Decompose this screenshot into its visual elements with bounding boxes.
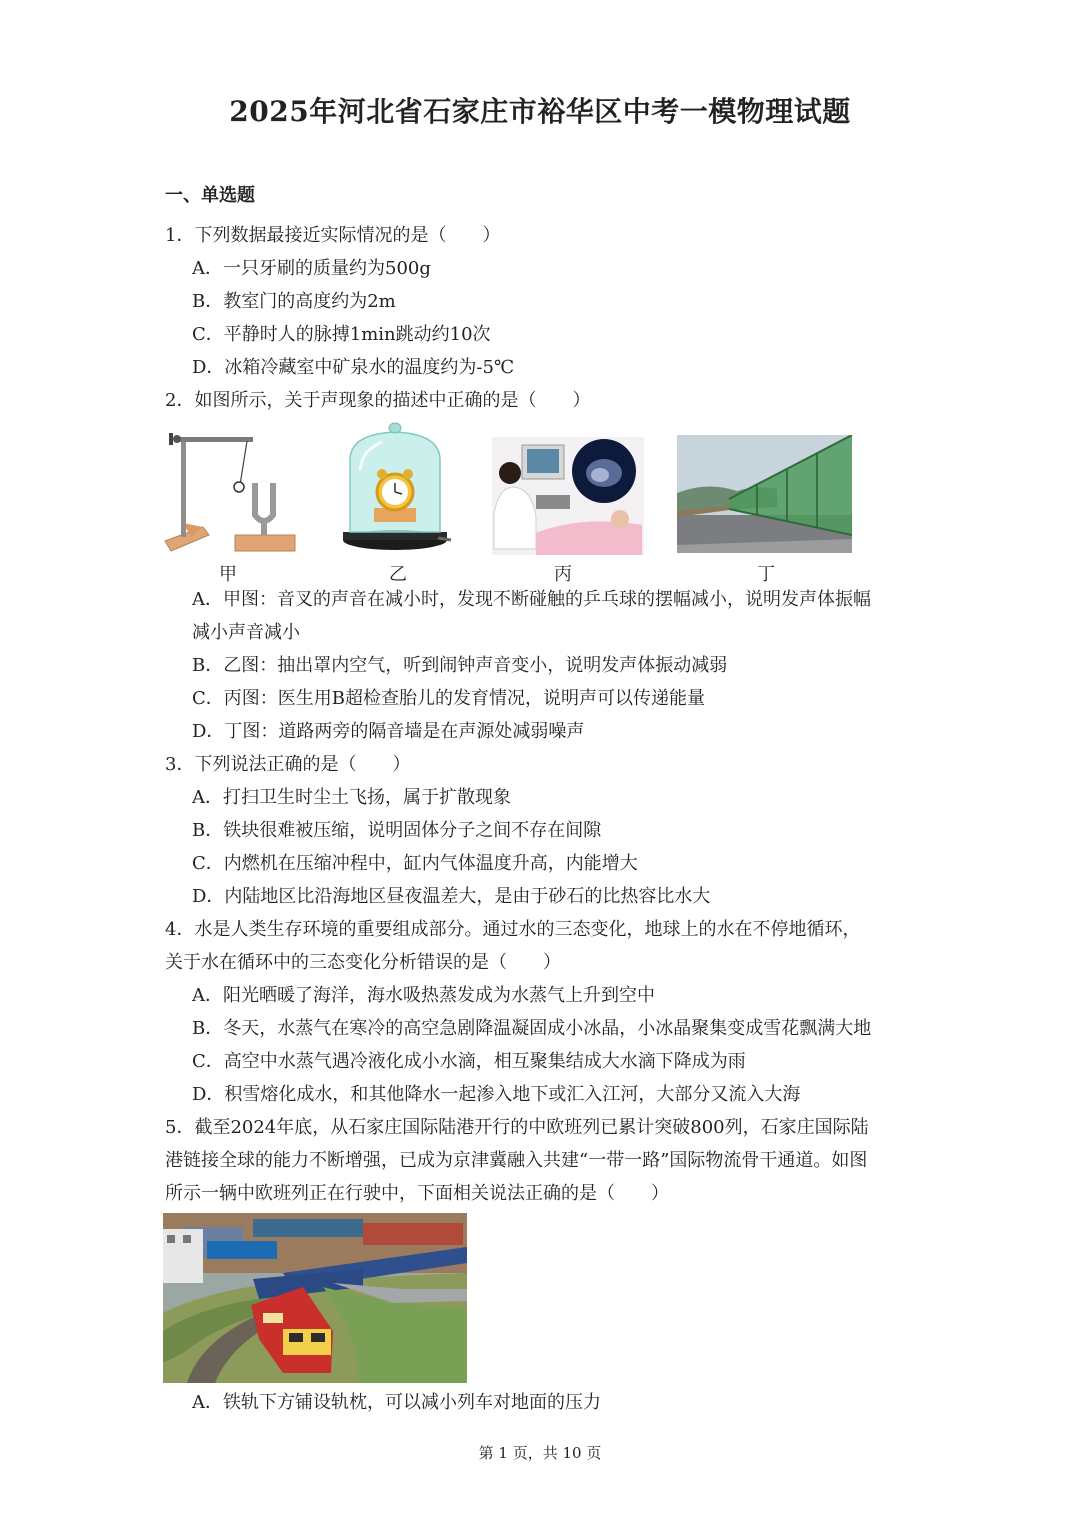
figure-freight-train (163, 1213, 467, 1383)
question-5-option-a: A．铁轨下方铺设轨枕，可以减小列车对地面的压力 (192, 1392, 601, 1413)
question-2-option-c: C．丙图：医生用B超检查胎儿的发育情况，说明声可以传递能量 (192, 688, 705, 709)
figure-caption-ding: 丁 (757, 564, 775, 585)
question-1-option-a: A．一只牙刷的质量约为500g (192, 258, 431, 279)
page-title: 2025年河北省石家庄市裕华区中考一模物理试题 (229, 95, 851, 128)
question-2-stem: 2．如图所示，关于声现象的描述中正确的是（ ） (165, 390, 591, 411)
figure-tuning-fork (163, 423, 298, 555)
question-4-stem: 4．水是人类生存环境的重要组成部分。通过水的三态变化，地球上的水在不停地循环， (165, 919, 861, 940)
page-footer: 第 1 页，共 10 页 (478, 1444, 602, 1462)
question-5-stem-cont-1: 港链接全球的能力不断增强，已成为京津冀融入共建“一带一路”国际物流骨干通道。如图 (165, 1150, 868, 1171)
question-4-stem-cont: 关于水在循环中的三态变化分析错误的是（ ） (165, 952, 561, 973)
question-5-stem: 5．截至2024年底，从石家庄国际陆港开行的中欧班列已累计突破800列，石家庄国际陆 (165, 1117, 869, 1138)
question-2-option-b: B．乙图：抽出罩内空气，听到闹钟声音变小，说明发声体振动减弱 (192, 655, 728, 676)
question-4-option-c: C．高空中水蒸气遇冷液化成小水滴，相互聚集结成大水滴下降成为雨 (192, 1051, 746, 1072)
figure-ultrasound-exam (492, 437, 644, 555)
figure-bell-jar-clock (338, 420, 453, 556)
section-heading: 一、单选题 (165, 185, 255, 206)
question-4-option-a: A．阳光晒暖了海洋，海水吸热蒸发成为水蒸气上升到空中 (192, 985, 655, 1006)
question-2-option-a-cont: 减小声音减小 (192, 622, 300, 643)
question-1-option-d: D．冰箱冷藏室中矿泉水的温度约为-5℃ (192, 357, 515, 378)
figure-caption-yi: 乙 (389, 564, 407, 585)
question-5-stem-cont-2: 所示一辆中欧班列正在行驶中，下面相关说法正确的是（ ） (165, 1183, 669, 1204)
question-3-option-d: D．内陆地区比沿海地区昼夜温差大，是由于砂石的比热容比水大 (192, 886, 711, 907)
question-1-stem: 1．下列数据最接近实际情况的是（ ） (165, 225, 501, 246)
question-3-option-b: B．铁块很难被压缩，说明固体分子之间不存在间隙 (192, 820, 602, 841)
question-2-option-a: A．甲图：音叉的声音在减小时，发现不断碰触的乒乓球的摆幅减小，说明发声体振幅 (192, 589, 871, 610)
figure-caption-bing: 丙 (554, 564, 572, 585)
question-1-option-c: C．平静时人的脉搏1min跳动约10次 (192, 324, 491, 345)
figure-caption-jia: 甲 (219, 564, 237, 585)
question-4-option-b: B．冬天，水蒸气在寒冷的高空急剧降温凝固成小冰晶，小冰晶聚集变成雪花飘满大地 (192, 1018, 872, 1039)
question-4-option-d: D．积雪熔化成水，和其他降水一起渗入地下或汇入江河，大部分又流入大海 (192, 1084, 801, 1105)
question-3-stem: 3．下列说法正确的是（ ） (165, 754, 411, 775)
question-2-option-d: D．丁图：道路两旁的隔音墙是在声源处减弱噪声 (192, 721, 585, 742)
question-3-option-a: A．打扫卫生时尘土飞扬，属于扩散现象 (192, 787, 511, 808)
question-1-option-b: B．教室门的高度约为2m (192, 291, 396, 312)
question-3-option-c: C．内燃机在压缩冲程中，缸内气体温度升高，内能增大 (192, 853, 638, 874)
figure-sound-barrier (677, 435, 852, 553)
